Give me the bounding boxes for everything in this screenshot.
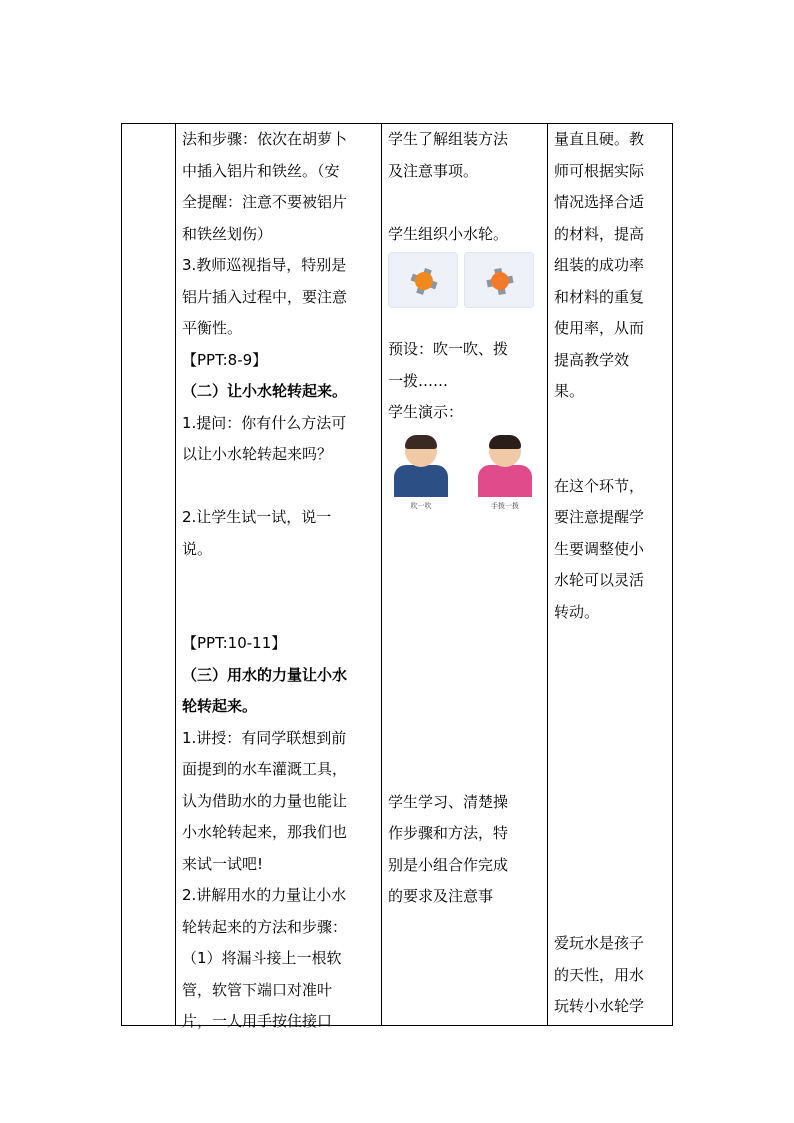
section-heading: （三）用水的力量让小水 bbox=[182, 665, 348, 684]
text-line: 说。 bbox=[182, 539, 213, 558]
teacher-activity-cell bbox=[176, 124, 382, 1030]
text-line: 认为借助水的力量也能让 bbox=[182, 791, 348, 810]
photo-caption: 吹一吹 bbox=[410, 501, 432, 510]
text-line: 法和步骤：依次在胡萝卜 bbox=[182, 130, 348, 148]
photo-caption: 手拨一拨 bbox=[491, 501, 519, 510]
text-line: 1.讲授：有同学联想到前 bbox=[182, 728, 347, 747]
text-line: 一拨…… bbox=[388, 371, 449, 390]
text-line: 学生组织小水轮。 bbox=[388, 224, 509, 243]
text-line: 来试一试吧! bbox=[182, 854, 264, 873]
text-line: 学生了解组装方法 bbox=[388, 130, 509, 148]
student-photo-blowing bbox=[388, 435, 454, 511]
text-line: 转动。 bbox=[554, 602, 600, 621]
text-line: 组装的成功率 bbox=[554, 256, 645, 274]
text-line: 和铁丝划伤） bbox=[182, 224, 273, 243]
text-line: 在这个环节， bbox=[554, 476, 645, 495]
student-photo-spinning bbox=[472, 435, 538, 511]
text-line: 平衡性。 bbox=[182, 319, 243, 337]
ppt-reference: 【PPT:8-9】 bbox=[182, 350, 268, 369]
text-line: 小水轮转起来，那我们也 bbox=[182, 823, 348, 841]
lesson-table bbox=[121, 123, 673, 1030]
text-line: 预设：吹一吹、拨 bbox=[388, 340, 509, 358]
text-line: 1.提问：你有什么方法可 bbox=[182, 413, 347, 432]
text-line: 的天性，用水 bbox=[554, 965, 645, 984]
text-line: 生要调整使小 bbox=[554, 539, 645, 558]
text-line: 果。 bbox=[554, 382, 585, 400]
student-activity-cell bbox=[382, 124, 548, 1025]
text-line: 全提醒：注意不要被铝片 bbox=[182, 193, 348, 211]
text-line: 情况选择合适 bbox=[554, 193, 645, 211]
text-line: 师可根据实际 bbox=[554, 161, 645, 180]
water-wheel-photos bbox=[388, 252, 544, 308]
text-line: 面提到的水车灌溉工具， bbox=[182, 760, 348, 778]
text-line: 2.让学生试一试，说一 bbox=[182, 508, 332, 526]
text-line: 要注意提醒学 bbox=[554, 508, 645, 526]
water-wheel-photo bbox=[464, 252, 534, 308]
text-line: 以让小水轮转起来吗？ bbox=[182, 445, 333, 463]
text-line: 和材料的重复 bbox=[554, 287, 645, 306]
text-line: 爱玩水是孩子 bbox=[554, 934, 645, 952]
text-line: 量直且硬。教 bbox=[554, 130, 645, 148]
text-line: 使用率，从而 bbox=[554, 319, 645, 337]
text-line: 作步骤和方法，特 bbox=[388, 824, 509, 842]
text-line: 学生演示： bbox=[388, 403, 464, 421]
text-line: 2.讲解用水的力量让小水 bbox=[182, 886, 347, 904]
section-heading: （二）让小水轮转起来。 bbox=[182, 382, 348, 400]
text-line: 中插入铝片和铁丝。（安 bbox=[182, 161, 340, 180]
ppt-reference: 【PPT:10-11】 bbox=[182, 634, 287, 652]
text-line: 水轮可以灵活 bbox=[554, 571, 645, 589]
design-intent-cell bbox=[548, 124, 672, 1025]
text-line: 提高教学效 bbox=[554, 350, 630, 369]
text-line: 轮转起来的方法和步骤： bbox=[182, 917, 348, 936]
text-line: 玩转小水轮学 bbox=[554, 997, 645, 1015]
student-demo-photos bbox=[388, 435, 544, 511]
text-line: 学生学习、清楚操 bbox=[388, 792, 509, 811]
text-line: 管，软管下端口对准叶 bbox=[182, 980, 333, 999]
text-line: 别是小组合作完成 bbox=[388, 855, 509, 874]
text-line: 及注意事项。 bbox=[388, 161, 479, 180]
text-line: 3.教师巡视指导，特别是 bbox=[182, 256, 347, 274]
text-line: （1）将漏斗接上一根软 bbox=[182, 949, 342, 967]
text-line: 的材料，提高 bbox=[554, 224, 645, 243]
section-heading: 轮转起来。 bbox=[182, 697, 258, 715]
text-line: 铝片插入过程中，要注意 bbox=[182, 287, 348, 306]
water-wheel-photo bbox=[388, 252, 458, 308]
text-line: 的要求及注意事 bbox=[388, 887, 494, 905]
text-line: 片，一人用手按住接口 bbox=[182, 1012, 333, 1030]
